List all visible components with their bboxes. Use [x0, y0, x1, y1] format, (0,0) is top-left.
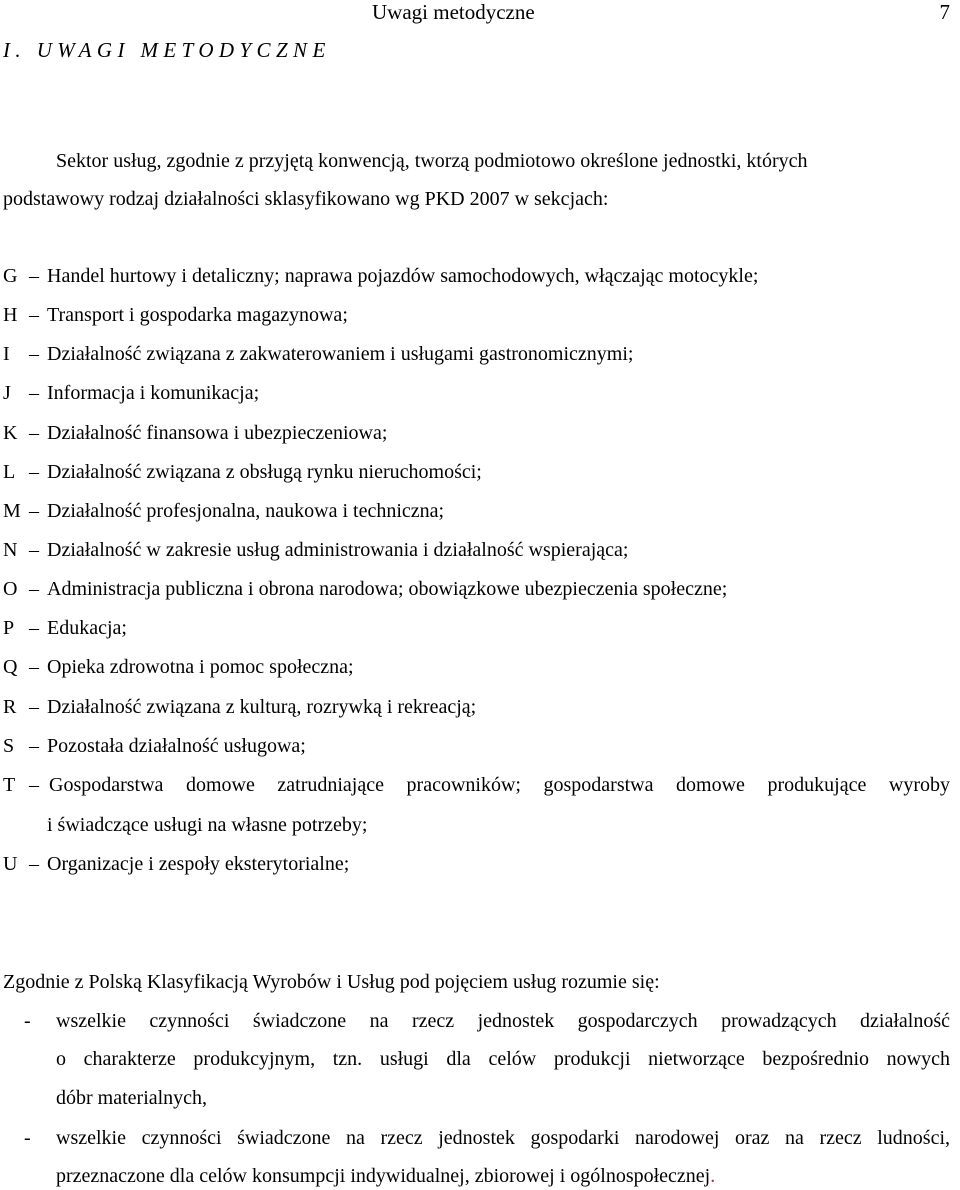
pkwiu-item-1-line-3: dóbr materialnych, — [56, 1087, 208, 1109]
section-dash: – — [29, 500, 39, 522]
intro-line-1: Sektor usług, zgodnie z przyjętą konwencją, tworzą podmiotowo określone jednostki, których — [56, 150, 808, 172]
running-header-title: Uwagi metodyczne — [372, 0, 535, 24]
section-letter: J — [3, 382, 11, 404]
section-letter: H — [3, 304, 18, 326]
pkwiu-item-2-line-1: wszelkie czynności świadczone na rzecz jednostek gospodarki narodowej oraz na rzecz ludności, — [56, 1127, 950, 1149]
page-number: 7 — [939, 0, 950, 24]
section-dash: – — [29, 735, 39, 757]
section-letter: K — [3, 422, 18, 444]
pkwiu-item-2-period: . — [710, 1165, 716, 1187]
section-dash: – — [29, 696, 39, 718]
section-letter: L — [3, 461, 16, 483]
section-description: Działalność w zakresie usług administrowania i działalność wspierająca; — [47, 539, 629, 561]
section-letter: Q — [3, 656, 18, 678]
section-dash: – — [29, 774, 39, 796]
pkwiu-item-1-line-2: o charakterze produkcyjnym, tzn. usługi dla celów produkcji nietworzące bezpośrednio nowych — [56, 1048, 950, 1070]
section-description: Informacja i komunikacja; — [47, 382, 260, 404]
section-description-continuation: i świadczące usługi na własne potrzeby; — [47, 814, 368, 836]
section-description: Administracja publiczna i obrona narodowa; obowiązkowe ubezpieczenia społeczne; — [47, 578, 728, 600]
pkwiu-item-1-line-1: wszelkie czynności świadczone na rzecz jednostek gospodarczych prowadzących działalność — [56, 1010, 950, 1032]
section-dash: – — [29, 853, 39, 875]
section-description: Pozostała działalność usługowa; — [47, 735, 306, 757]
section-dash: – — [29, 343, 39, 365]
pkwiu-intro: Zgodnie z Polską Klasyfikacją Wyrobów i Usług pod pojęciem usług rozumie się: — [3, 971, 660, 993]
section-description: Działalność finansowa i ubezpieczeniowa; — [47, 422, 388, 444]
section-title: I. UWAGI METODYCZNE — [3, 38, 331, 62]
section-letter: M — [3, 500, 21, 522]
section-letter: R — [3, 696, 17, 718]
section-description: Działalność związana z obsługą rynku nieruchomości; — [47, 461, 482, 483]
section-dash: – — [29, 656, 39, 678]
pkwiu-item-2-text: przeznaczone dla celów konsumpcji indywidualnej, zbiorowej i ogólnospołecznej — [56, 1165, 711, 1187]
section-dash: – — [29, 617, 39, 639]
section-description: Gospodarstwa domowe zatrudniające pracowników; gospodarstwa domowe produkujące wyroby — [49, 774, 950, 796]
bullet: - — [24, 1010, 31, 1032]
section-description: Działalność związana z kulturą, rozrywką i rekreacją; — [47, 696, 477, 718]
section-dash: – — [29, 539, 39, 561]
section-description: Handel hurtowy i detaliczny; naprawa pojazdów samochodowych, włączając motocykle; — [47, 265, 759, 287]
intro-line-2: podstawowy rodzaj działalności sklasyfikowano wg PKD 2007 w sekcjach: — [3, 188, 609, 210]
section-description: Transport i gospodarka magazynowa; — [47, 304, 348, 326]
section-description: Opieka zdrowotna i pomoc społeczna; — [47, 656, 354, 678]
pkwiu-item-2-line-2 — [56, 1164, 715, 1188]
section-dash: – — [29, 265, 39, 287]
section-description: Działalność związana z zakwaterowaniem i usługami gastronomicznymi; — [47, 343, 634, 365]
section-description: Działalność profesjonalna, naukowa i techniczna; — [47, 500, 445, 522]
section-description: Organizacje i zespoły eksterytorialne; — [47, 853, 350, 875]
section-description: Edukacja; — [47, 617, 127, 639]
section-letter: S — [3, 735, 15, 757]
section-letter: I — [3, 343, 10, 365]
section-dash: – — [29, 382, 39, 404]
section-dash: – — [29, 461, 39, 483]
section-letter: O — [3, 578, 18, 600]
section-dash: – — [29, 578, 39, 600]
bullet: - — [24, 1127, 31, 1149]
section-dash: – — [29, 304, 39, 326]
section-letter: G — [3, 265, 18, 287]
section-letter: T — [3, 774, 16, 796]
section-letter: N — [3, 539, 18, 561]
section-letter: P — [3, 617, 15, 639]
section-letter: U — [3, 853, 18, 875]
section-dash: – — [29, 422, 39, 444]
